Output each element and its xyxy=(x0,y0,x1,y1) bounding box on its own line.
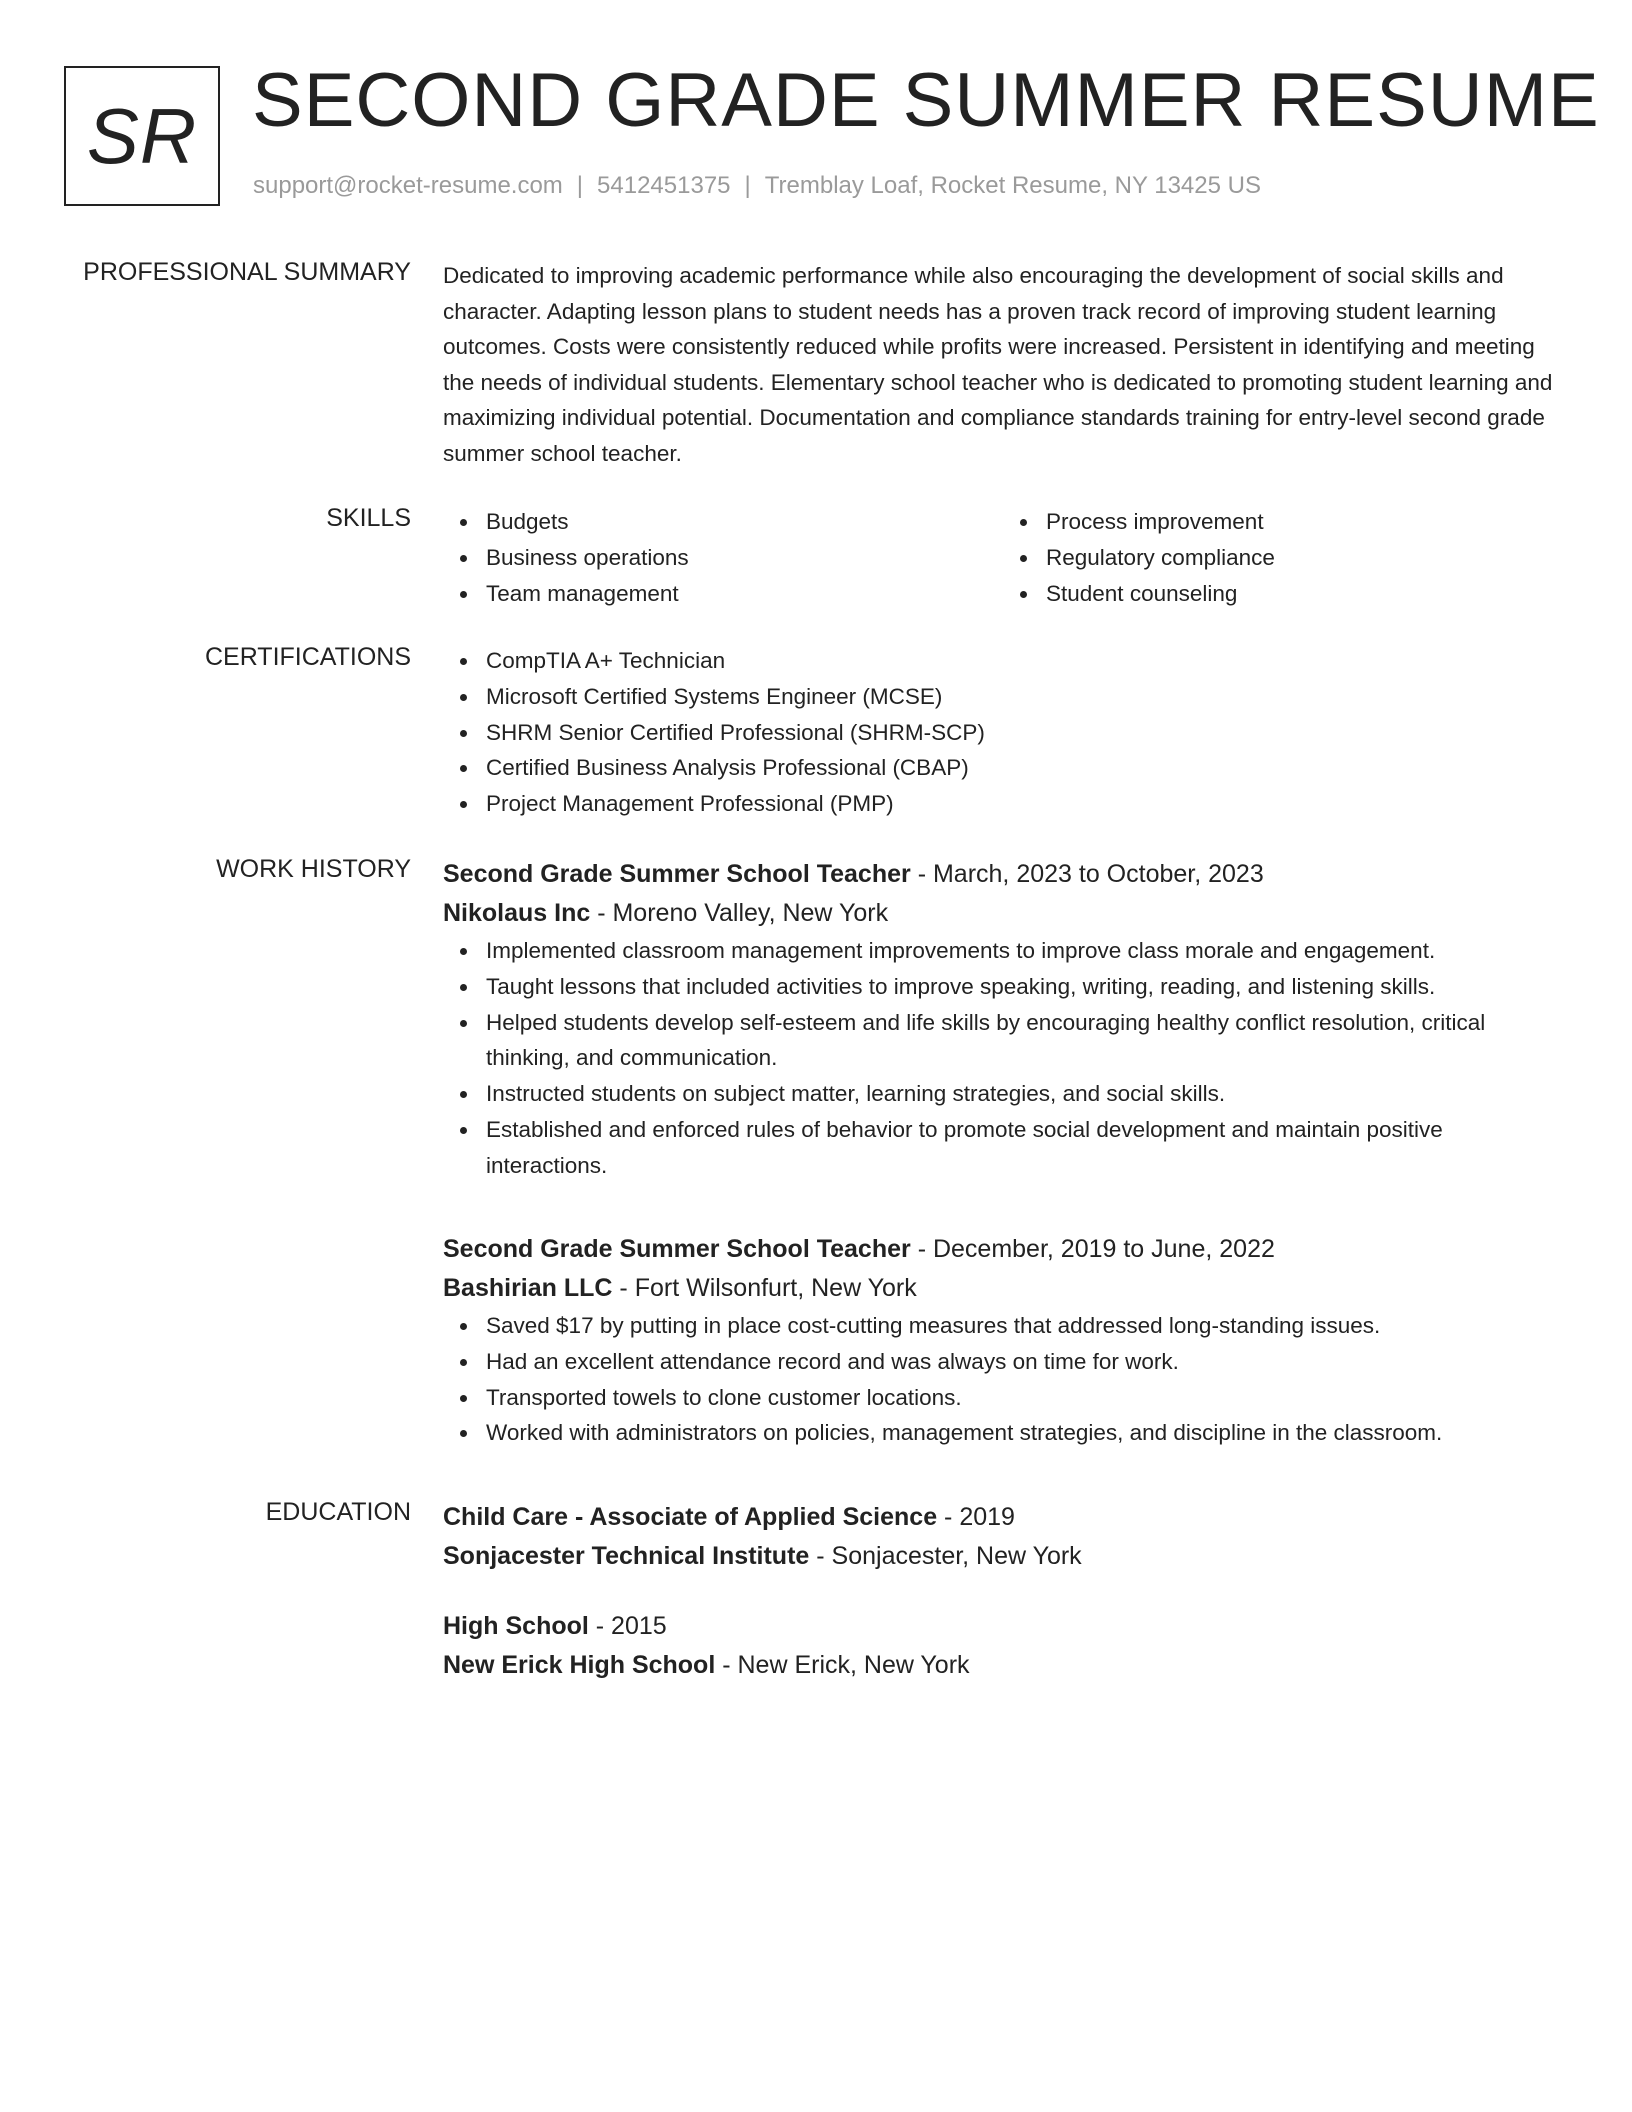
certification-item: CompTIA A+ Technician xyxy=(486,643,1563,679)
education-entry xyxy=(443,1498,1563,1576)
education-degree: Child Care - Associate of Applied Science xyxy=(443,1503,938,1531)
certifications-label: CERTIFICATIONS xyxy=(204,643,411,671)
work-history-label: WORK HISTORY xyxy=(216,855,411,883)
certification-item: SHRM Senior Certified Professional (SHRM-SCP) xyxy=(486,715,1563,751)
education-year: - 2015 xyxy=(588,1612,667,1640)
work-history-content-2 xyxy=(443,1230,1563,1451)
summary-label: PROFESSIONAL SUMMARY xyxy=(83,258,411,286)
monogram-badge: SR xyxy=(64,66,220,206)
job-company-line xyxy=(443,894,1563,933)
job-bullet: Helped students develop self-esteem and life skills by encouraging healthy conflict resolution, critical thinking, and communication. xyxy=(486,1005,1563,1077)
job-location: - Fort Wilsonfurt, New York xyxy=(612,1274,917,1302)
education-degree: High School xyxy=(443,1612,589,1640)
contact-line xyxy=(253,172,1261,200)
job-dates: - December, 2019 to June, 2022 xyxy=(910,1235,1275,1263)
job-title: Second Grade Summer School Teacher xyxy=(443,860,911,888)
education-location: - New Erick, New York xyxy=(715,1651,970,1679)
job-title-line xyxy=(443,1230,1563,1269)
job-location: - Moreno Valley, New York xyxy=(590,899,889,927)
skills-content xyxy=(443,504,1563,611)
job-company-line xyxy=(443,1269,1563,1308)
summary-text: Dedicated to improving academic performance while also encouraging the development of social skills and character. Adapting lesson plans to student needs has a proven track record of improving student learning outcomes. Costs were consistently reduced while profits were increased. Persistent in identifying and meeting the needs of individual students. Elementary school teacher who is dedicated to promoting student learning and maximizing individual potential. Documentation and compliance standards training for entry-level second grade summer school teacher. xyxy=(443,263,1553,466)
job-title-line xyxy=(443,855,1563,894)
certifications-content xyxy=(443,643,1563,822)
skill-item: Process improvement xyxy=(1046,504,1563,540)
job-bullet: Taught lessons that included activities to improve speaking, writing, reading, and listening skills. xyxy=(486,969,1563,1005)
job-bullet: Instructed students on subject matter, learning strategies, and social skills. xyxy=(486,1076,1563,1112)
resume-title: SECOND GRADE SUMMER RESUME xyxy=(252,58,1600,143)
education-degree-line xyxy=(443,1498,1563,1537)
job-company: Bashirian LLC xyxy=(443,1274,613,1302)
education-content xyxy=(443,1498,1563,1576)
job-entry xyxy=(443,1230,1563,1451)
job-bullets xyxy=(443,1308,1563,1451)
education-degree-line xyxy=(443,1607,1563,1646)
job-dates: - March, 2023 to October, 2023 xyxy=(910,860,1264,888)
contact-separator: | xyxy=(744,172,751,199)
job-bullet: Saved $17 by putting in place cost-cutting measures that addressed long-standing issues. xyxy=(486,1308,1563,1344)
education-location: - Sonjacester, New York xyxy=(809,1542,1082,1570)
skill-item: Regulatory compliance xyxy=(1046,540,1563,576)
skill-item: Student counseling xyxy=(1046,576,1563,612)
skills-list-left xyxy=(443,504,1003,611)
skill-item: Budgets xyxy=(486,504,1003,540)
skills-list-right xyxy=(1003,504,1563,611)
education-entry xyxy=(443,1607,1563,1685)
certification-item: Project Management Professional (PMP) xyxy=(486,786,1563,822)
certification-item: Microsoft Certified Systems Engineer (MCSE) xyxy=(486,679,1563,715)
job-entry xyxy=(443,855,1563,1184)
contact-address: Tremblay Loaf, Rocket Resume, NY 13425 US xyxy=(764,172,1261,199)
skills-label: SKILLS xyxy=(326,504,411,532)
certification-item: Certified Business Analysis Professional (CBAP) xyxy=(486,750,1563,786)
job-company: Nikolaus Inc xyxy=(443,899,591,927)
contact-email: support@rocket-resume.com xyxy=(253,172,563,199)
education-label: EDUCATION xyxy=(265,1498,411,1526)
job-bullet: Had an excellent attendance record and was always on time for work. xyxy=(486,1344,1563,1380)
job-bullets xyxy=(443,933,1563,1184)
education-school: New Erick High School xyxy=(443,1651,716,1679)
skill-item: Business operations xyxy=(486,540,1003,576)
job-bullet: Transported towels to clone customer locations. xyxy=(486,1380,1563,1416)
education-year: - 2019 xyxy=(937,1503,1015,1531)
contact-separator: | xyxy=(576,172,584,199)
job-bullet: Worked with administrators on policies, management strategies, and discipline in the classroom. xyxy=(486,1415,1563,1451)
job-bullet: Implemented classroom management improvements to improve class morale and engagement. xyxy=(486,933,1563,969)
certifications-list xyxy=(443,643,1563,822)
education-school-line xyxy=(443,1537,1563,1576)
work-history-content xyxy=(443,855,1563,1184)
job-bullet: Established and enforced rules of behavior to promote social development and maintain positive interactions. xyxy=(486,1112,1563,1184)
skill-item: Team management xyxy=(486,576,1003,612)
summary-content xyxy=(443,258,1563,472)
education-school-line xyxy=(443,1646,1563,1685)
job-title: Second Grade Summer School Teacher xyxy=(443,1235,911,1263)
contact-phone: 5412451375 xyxy=(597,172,731,199)
education-school: Sonjacester Technical Institute xyxy=(443,1542,810,1570)
education-content-2 xyxy=(443,1607,1563,1685)
